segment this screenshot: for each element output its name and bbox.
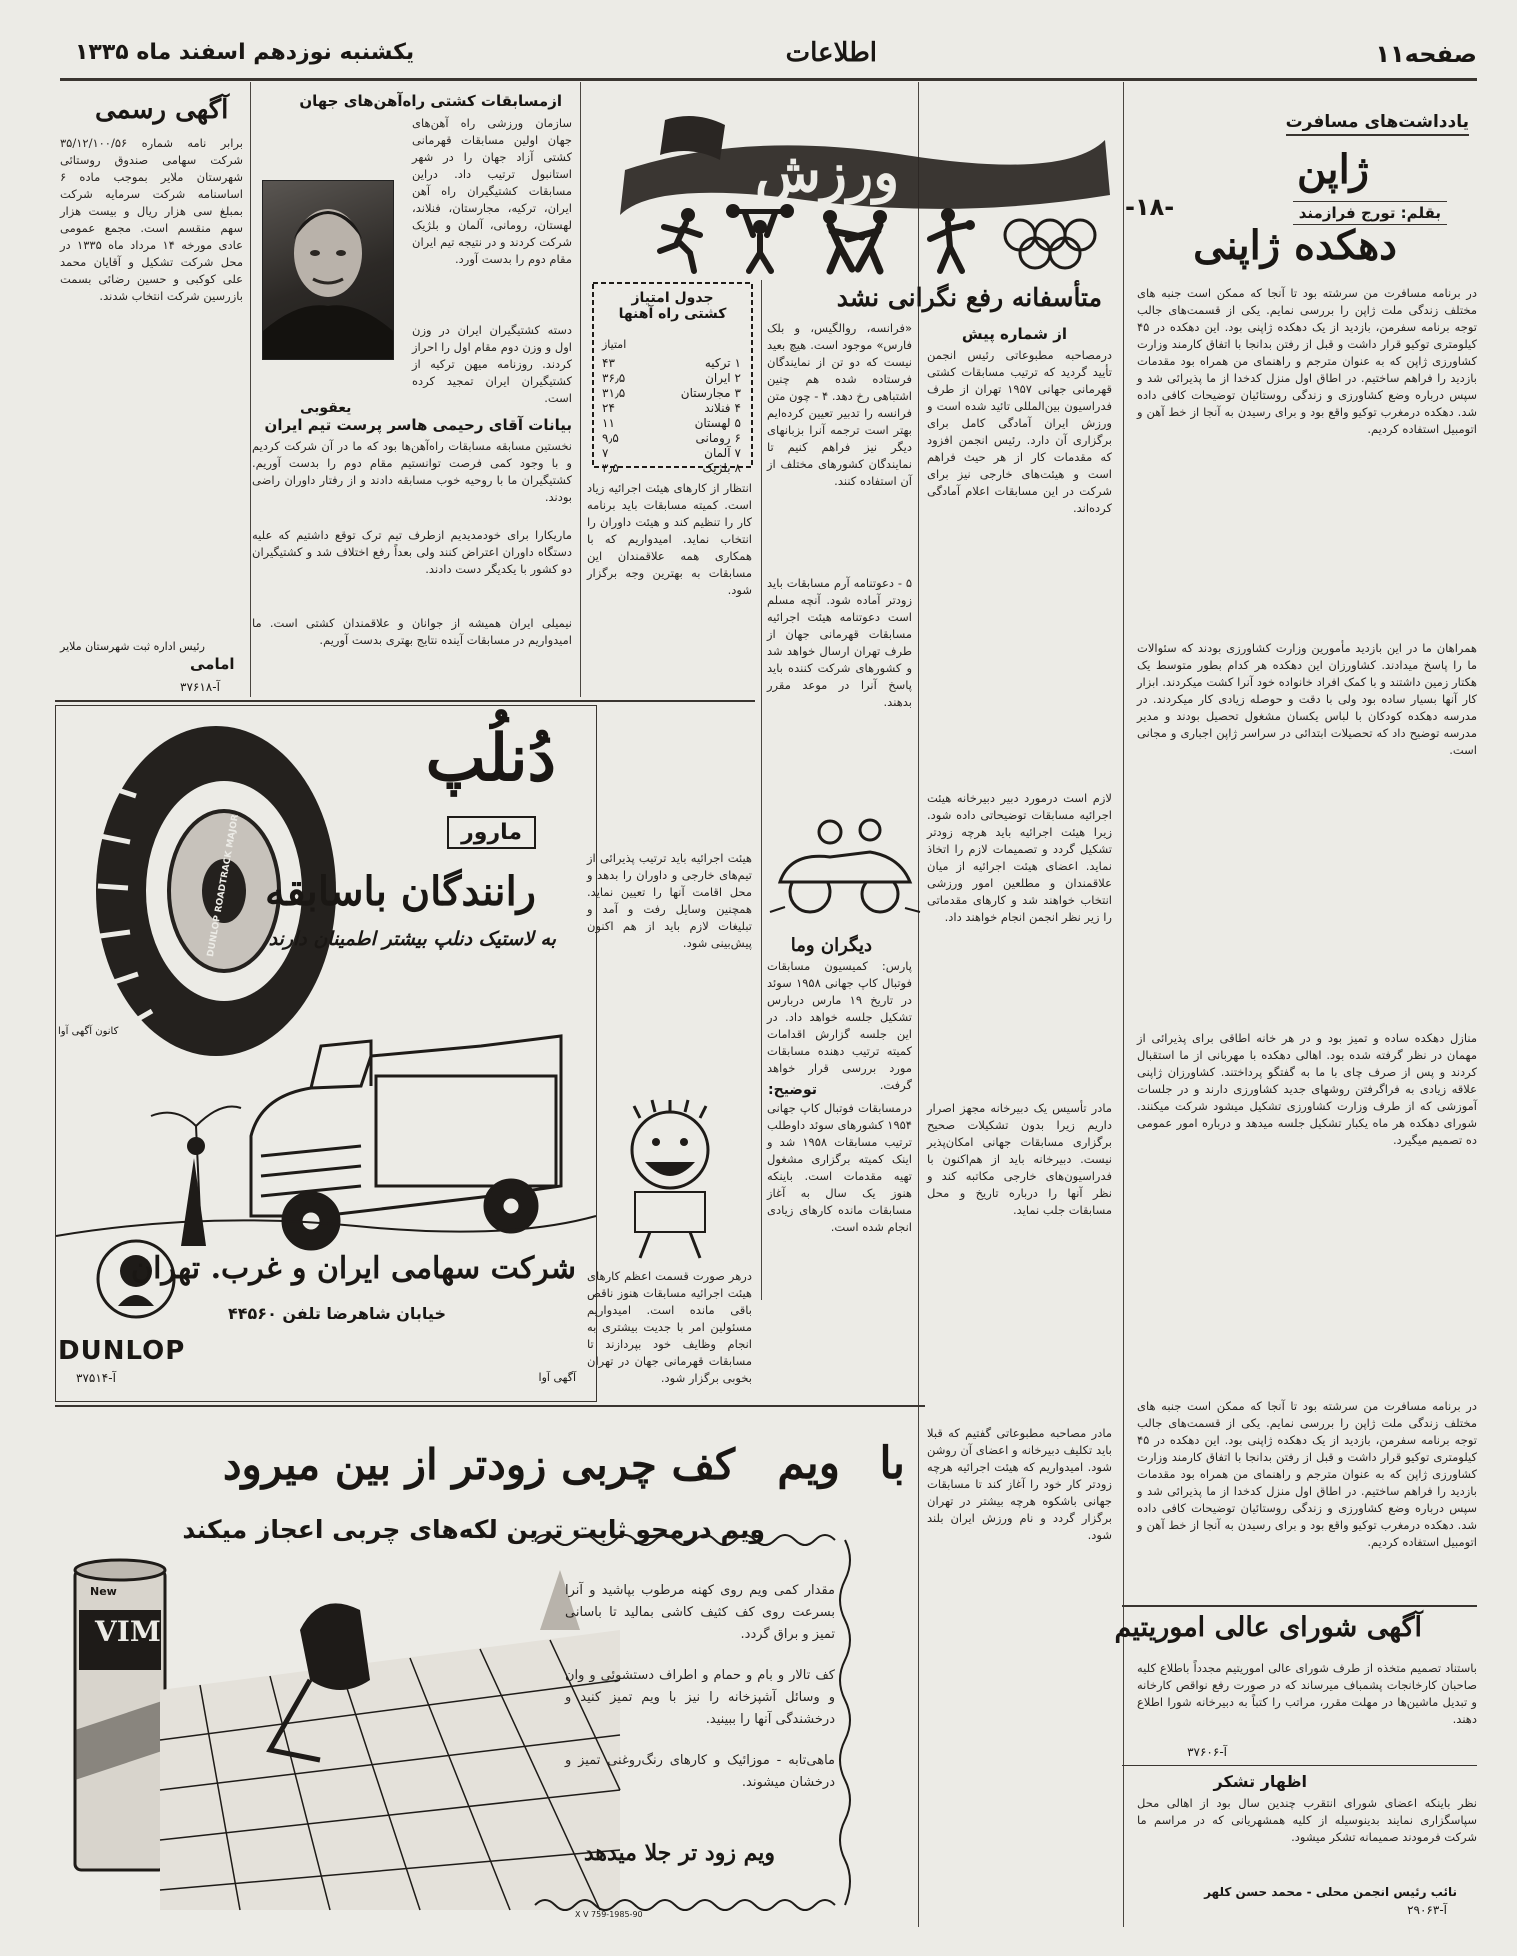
standings-team: مجارستان <box>680 386 731 400</box>
standings-rank: ۷ <box>734 446 741 460</box>
standings-row <box>602 371 741 386</box>
official-notice-body: برابر نامه شماره ۳۵/۱۲/۱۰۰/۵۶ شرکت سهامی صندوق روستائی شهرستان ملایر بموجب ماده ۶ اساسنامه شرکت سرمایه شرکت بمبلغ سی هزار ریال و بیست هزار سهم منقسم است. مجمع عمومی عادی مورخه ۱۴ مرداد ماه ۱۳۳۵ در محل شرکت تشکیل و آقایان محمد علی کوکبی و حسین رضائی بسمت بازرسین شرکت انتخاب شدند. <box>60 136 243 303</box>
dunlop-artist: کانون آگهی آوا <box>58 1026 119 1037</box>
sports-headline: متأسفانه رفع نگرانی نشد <box>836 283 1102 312</box>
standings-row <box>602 401 741 416</box>
dunlop-tire-text: DUNLOP ROADTRACK MAJOR <box>206 813 241 958</box>
official-notice-signature-line: رئیس اداره ثبت شهرستان ملایر <box>60 640 205 653</box>
table-title: جدول امتیاز کشتی راه آهنها <box>618 290 727 322</box>
section-kicker: یادداشت‌های مسافرت <box>1286 112 1469 136</box>
weightlifter-icon <box>725 205 795 275</box>
official-notice-signature-name: امامی <box>190 655 235 673</box>
masthead-rule <box>60 78 1477 81</box>
standings-list <box>602 338 741 476</box>
standings-rank: ۲ <box>734 371 741 385</box>
vim-tagline: ویم زود تر جلا میدهد <box>583 1840 775 1866</box>
declaration-title: اظهار تشکر <box>1213 1772 1307 1791</box>
athlete-portrait <box>263 181 393 359</box>
article-body: همراهان ما در این بازدید مأمورین وزارت کشاورزی بودند که سئوالات ما را پاسخ میدادند. کشاورزان این دهکده هر کدام بطور متوسط یک هکتار زمین داشتند و با کمک افراد خانواده خود آنرا کشت میکردند. ابزار کار آنها بسیار ساده بود ولی با دقت و حوصله زیادی کار میکردند. در مدرسه دهکده کودکان با لباس یکسان مشغول تحصیل بودند و مدیر مدرسه توضیح داد که تحصیلات ابتدائی در سراسر ژاپن اجباری و مجانی است. <box>1137 641 1477 757</box>
standings-points: ۷ <box>602 446 609 460</box>
vim-subline: ویم درمحو ثابت ترین لکه‌های چربی اعجاز میکند <box>182 1515 765 1544</box>
dunlop-agency: آگهی آوا <box>538 1371 576 1384</box>
section-rule <box>1122 1765 1477 1766</box>
standings-points: ۲۴ <box>602 401 615 415</box>
sports-subheading: از شماره پیش <box>961 325 1067 343</box>
section-rule <box>55 1405 925 1407</box>
others-title: دیگران وما <box>790 935 872 956</box>
notice-code: آ-۳۷۶۰۶ <box>1187 1745 1227 1759</box>
vim-headline-3: کف چربی زودتر از بین میرود <box>222 1440 735 1489</box>
note-body-2: درهر صورت قسمت اعظم کارهای هیئت اجرائیه مسابقات هنوز ناقص باقی مانده است. امیدواریم مسئولین امر با جدیت بیشتری به انجام وظایف خود بپردازند تا مسابقات قهرمانی جهان در تهران بخوبی برگزار شود. <box>587 1269 752 1385</box>
photo-caption: یعقوبی <box>300 400 352 416</box>
standings-row <box>602 461 741 476</box>
column-rule <box>1123 82 1124 1927</box>
section-rule <box>1122 1605 1477 1607</box>
article-body: منازل دهکده ساده و تمیز بود و در هر خانه اطاقی برای پذیرائی از مهمان در نظر گرفته شده بود. اهالی دهکده با مهربانی از ما استقبال کردند و پس از صرف چای با ما به گفتگو پرداختند. کشاورزان ژاپنی علاقه زیادی به فراگرفتن روشهای جدید کشاورزی دارند و در جلسات آموزشی که از طرف وزارت کشاورزی تشکیل میشود شرکت میکنند. شورای دهکده هر ماه یکبار تشکیل جلسه میدهد و درباره امور عمومی ده تصمیم میگیرد. <box>1137 1031 1477 1147</box>
standings-team: ایران <box>705 371 731 385</box>
standings-points: ۳۱٫۵ <box>602 386 626 400</box>
declaration-signature: نائب رئیس انجمن محلی - محمد حسن کلهر <box>1204 1885 1457 1899</box>
standings-team: لهستان <box>694 416 731 430</box>
notice-title: آگهی شورای عالی اموریتیم <box>1114 1612 1422 1643</box>
standings-team: فنلاند <box>704 401 731 415</box>
vim-body-1: مقدار کمی ویم روی کهنه مرطوب بپاشید و آنرا بسرعت روی کف کثیف کاشی بمالید تا باسانی تمیز و براق گردد. <box>565 1583 835 1642</box>
dunlop-sub-slogan: به لاستیک دنلپ بیشتر اطمینان دارند <box>268 928 556 950</box>
note-body: درمسابقات فوتبال کاپ جهانی ۱۹۵۴ کشورهای سوئد داوطلب ترتیب مسابقات ۱۹۵۸ شد و اینک کمیته برگزاری مشغول تهیه مقدمات است. باینکه هنوز یک سال به آغاز مسابقات مانده کارهای زیادی انجام شده است. <box>767 1101 912 1234</box>
standings-points: ۴۳ <box>602 356 615 370</box>
wrestling-title: ازمسابقات کشتی راه‌آهن‌های جهان <box>299 92 562 110</box>
standings-row <box>602 416 741 431</box>
sports-body: مادر مصاحبه مطبوعاتی گفتیم که قبلا باید تکلیف دبیرخانه و اعضای آن روشن شود. امیدواریم که هیئت اجرائیه هرچه زودتر کار خود را آغاز کند تا مسابقات جهانی باشکوه هرچه بیشتر در تهران برگزار گردد و نام ورزش ایران بلند شود. <box>927 1426 1112 1542</box>
vim-can-label: VIM <box>95 1615 161 1648</box>
column-rule <box>761 280 762 1300</box>
sports-body: انتظار از کارهای هیئت اجرائیه زیاد است. کمیته مسابقات باید برنامه کار را تنظیم کند و هیئت داوران را انتخاب نماید. امیدواریم که با همکاری همه علاقمندان این مسابقات به بهترین وجه برگزار شود. <box>587 481 752 597</box>
standings-table <box>590 280 755 475</box>
declaration-body: نظر باینکه اعضای شورای انتقرب چندین سال بود از اهالی محل سپاسگزاری نمایند بدینوسیله از کلیه همشهریانی که در مراسم ما شرکت فرمودند صمیمانه تشکر میشود. <box>1137 1796 1477 1844</box>
statement-body: نخستین مسابقه مسابقات راه‌آهن‌ها بود که ما در آن شرکت کردیم و با وجود کمی فرصت توانستیم مقام دوم را بدست آوریم. کشتیگیران ما با روحیه خوب مسابقه دادند و از رفتار داوران راضی بودند. <box>252 439 572 504</box>
standings-row <box>602 356 741 371</box>
vim-can-badge: New <box>90 1585 117 1598</box>
dunlop-brand-en: DUNLOP <box>58 1336 186 1366</box>
wrestling-body: سازمان ورزشی راه آهن‌های جهان اولین مسابقات قهرمانی کشتی آزاد جهان را در شهر استانبول ترتیب داد. دراین مسابقات کشتیگیران راه آهن ایران، ترکیه، مجارستان، فنلاند، لهستان، رومانی، آلمان و بلژیک شرکت کردند و در نتیجه تیم ایران مقام دوم را بدست آورد. <box>412 116 572 266</box>
article-body: در برنامه مسافرت من سرشته بود تا آنجا که ممکن است جنبه های مختلف زندگی ملت ژاپن را بررسی نمایم. یکی از قسمت‌های جالب توجه برنامه سفرمن، بازدید از یک دهکده ژاپنی بود. این دهکده در ۴۵ کیلومتری توکیو قرار داشت و قبل از رفتن بدانجا با اتفاق کارمند وزارت کشاورزی ژاپن که به عنوان مترجم و راهنمای من همراه بود مقدمات بازدید را فراهم ساختیم. در اطاق اول منزل کدخدا از ما پذیرائی شد و سپس درباره وضع کشاورزی و زندگی روستائیان توضیحات کافی داده شد. دهکده درمغرب توکیو واقع بود و برای رسیدن به آنجا از خط آهن و اتومبیل استفاده کردیم. <box>1137 286 1477 436</box>
vim-print-code: X V 759-1985-90 <box>575 1910 643 1919</box>
sports-body: هیئت اجرائیه باید ترتیب پذیرائی از تیم‌های خارجی و داوران را بدهد و محل اقامت آنها را تعیین نماید. همچنین وسایل رفت و آمد و تبلیغات لازم باید از هم اکنون پیش‌بینی شود. <box>587 851 752 950</box>
page-label: صفحه۱۱ <box>1375 40 1477 68</box>
runner-icon <box>650 205 710 275</box>
standings-team: رومانی <box>695 431 731 445</box>
sports-body: مادر تأسیس یک دبیرخانه مجهز اصرار داریم زیرا بدون تشکیلات صحیح برگزاری مسابقات جهانی امکان‌پذیر نیست. دبیرخانه باید از هم‌اکنون با فدراسیون‌های خارجی مکاتبه کند و نظر آنها را درباره تاریخ و محل مسابقات جلب نماید. <box>927 1101 1112 1217</box>
column-rule <box>580 82 581 697</box>
official-notice-title: آگهی رسمی <box>95 95 229 125</box>
date-line: یکشنبه نوزدهم اسفند ماه ۱۳۳۵ <box>75 40 415 65</box>
vim-headline-2: ویم <box>777 1438 840 1489</box>
sports-body: ۵ - دعوتنامه آرم مسابقات باید زودتر آماده شود. آنچه مسلم است دعوتنامه هیئت اجرائیه مسابقات قهرمانی جهان از طرف تهران ارسال خواهد شد و کشورهای شرکت کننده باید پاسخ آنرا در موعد مقرر بدهند. <box>767 576 912 709</box>
sports-body: «فرانسه، روالگیس، و بلک فارس» موجود است. هیچ بعید نیست که دو تن از نمایندگان فرستاده شده هم چنین اشتباهی رخ دهد. ۴ - چون متن فرانسه را تدبیر تعیین کرده‌ایم بهتر است ترجمه آنرا بزبانهای دیگر نیز فراهم کنیم تا نمایندگان کشورهای مختلف از آن استفاده کنند. <box>767 321 912 488</box>
standings-rank: ۳ <box>734 386 741 400</box>
sports-body: درمصاحبه مطبوعاتی رئیس انجمن تأیید گردید که ترتیب مسابقات کشتی قهرمانی جهانی ۱۹۵۷ تهران از طرف فدراسیون بین‌المللی تائید شده است و ورزش ایران آمادگی کامل برای برگزاری آن دارد. رئیس انجمن افزود که مقدمات کار از هر حیث فراهم است و هیئت‌های خارجی نیز برای شرکت در این مسابقات اعلام آمادگی کرده‌اند. <box>927 348 1112 515</box>
standings-rank: ۴ <box>734 401 741 415</box>
standings-points: ۳٫۵ <box>602 461 619 475</box>
standings-team: آلمان <box>704 446 731 460</box>
vim-headline-1: با <box>879 1438 905 1489</box>
statement-title: بیانات آقای رحیمی هاسر پرست تیم ایران <box>264 416 572 434</box>
olympic-rings-icon <box>1000 215 1100 275</box>
standings-rank: ۸ <box>734 461 741 475</box>
statement-body: نیمیلی ایران همیشه از جوانان و علاقمندان کشتی است. ما امیدواریم در مسابقات آینده نتایج بهتری بدست آوریم. <box>252 616 572 647</box>
sports-banner <box>605 100 1115 280</box>
newspaper-name: اطلاعات <box>785 38 877 68</box>
standings-rank: ۶ <box>734 431 741 445</box>
vim-body-2: کف تالار و بام و حمام و اطراف دستشوئی و وان و وسائل آشپزخانه را نیز با ویم تمیز کنید و درخشندگی آنها را ببینید. <box>565 1668 835 1727</box>
standings-team: بلژیک <box>702 461 731 475</box>
wrestling-body-2: دسته کشتیگیران ایران در وزن اول و وزن دوم مقام اول را احراز کردند. روزنامه میهن ترکیه از کشتیگیران ایران تمجید کرده است. <box>412 323 572 405</box>
article-body-continued: در برنامه مسافرت من سرشته بود تا آنجا که ممکن است جنبه های مختلف زندگی ملت ژاپن را بررسی نمایم. یکی از قسمت‌های جالب توجه برنامه سفرمن، بازدید از یک دهکده ژاپنی بود. این دهکده در ۴۵ کیلومتری توکیو قرار داشت و قبل از رفتن بدانجا با اتفاق کارمند وزارت کشاورزی ژاپن که به عنوان مترجم و راهنمای من همراه بود مقدمات بازدید را فراهم ساختیم. در اطاق اول منزل کدخدا از ما پذیرائی شد و سپس درباره وضع کشاورزی و زندگی روستائیان توضیحات کافی داده شد. دهکده درمغرب توکیو واقع بود و برای رسیدن به آنجا از خط آهن و اتومبیل استفاده کردیم. <box>1137 1399 1477 1549</box>
official-notice-code: آ-۳۷۶۱۸ <box>180 680 220 694</box>
sports-title: ورزش <box>755 140 900 204</box>
dunlop-code: آ-۳۷۵۱۴ <box>76 1371 116 1385</box>
statement-body: ماریکارا برای خودمدیدیم ازطرف تیم ترک توقع داشتیم که علیه دستگاه داوران اعتراض کنند ولی بعداً رفع اختلاف شد و کشتیگیران دو کشور با یکدیگر دست دادند. <box>252 528 572 576</box>
dunlop-model: مارور <box>447 816 536 849</box>
column-rule <box>250 82 251 697</box>
dunlop-ad <box>55 705 597 1402</box>
dunlop-ad-art <box>56 706 596 1401</box>
standings-points: ۱۱ <box>602 416 615 430</box>
boxer-icon <box>920 205 980 275</box>
athlete-photo <box>262 180 394 360</box>
vim-can <box>65 1550 175 1880</box>
standings-rank: ۵ <box>734 416 741 430</box>
article-number: -۱۸- <box>1125 193 1175 221</box>
byline: بقلم: تورج فرازمند <box>1293 201 1447 225</box>
wrestlers-icon <box>800 205 910 275</box>
sports-body: لازم است درمورد دبیر دبیرخانه هیئت اجرائیه مسابقات توضیحاتی داده شود. زیرا هیئت اجرائیه باید هرچه زودتر تشکیل گردد و تصمیمات لازم را اتخاذ نماید. اعضای هیئت اجرائیه از میان علاقمندان و مطلعین امور ورزشی انتخاب خواهند شد و کارهای مقدماتی را زیر نظر انجمن انجام خواهند داد. <box>927 791 1112 924</box>
country-title: ژاپن <box>1296 146 1369 193</box>
table-points-header: امتیاز <box>602 338 627 351</box>
standings-row <box>602 386 741 401</box>
dunlop-company: شرکت سهامی ایران و غرب. تهران <box>131 1251 576 1286</box>
article-title: دهکده ژاپنی <box>1193 222 1397 269</box>
others-body: پارس: کمیسیون مسابقات فوتبال کاپ جهانی ۱۹۵۸ سوئد در تاریخ ۱۹ مارس دربارس تشکیل جلسه خواهد داد. در این جلسه گزارش اقدامات کمیته ترتیب دهنده مسابقات مورد بررسی قرار خواهد گرفت. <box>767 959 912 1092</box>
standings-points: ۳۶٫۵ <box>602 371 626 385</box>
vim-ad <box>55 1410 925 1925</box>
standings-row <box>602 446 741 461</box>
dunlop-slogan: رانندگان باسابقه <box>265 868 536 915</box>
declaration-code: آ-۲۹۰۶۳ <box>1407 1903 1447 1917</box>
dunlop-address: خیابان شاهرضا تلفن ۴۴۵۶۰ <box>228 1304 446 1323</box>
dunlop-brand-fa: دُنلُپ <box>425 721 556 796</box>
note-label: توضیح: <box>768 1082 817 1098</box>
standings-points: ۹٫۵ <box>602 431 619 445</box>
standings-row <box>602 431 741 446</box>
vim-body-3: ماهی‌تابه - موزائیک و کارهای رنگ‌روغنی تمیز و درخشان میشوند. <box>565 1753 835 1790</box>
cartoon-car-illustration <box>770 812 920 922</box>
notice-body: باستناد تصمیم متخذه از طرف شورای عالی اموریتیم مجدداً باطلاع کلیه صاحبان کارخانجات پشمباف میرساند که در صورت رفع نواقص کارخانه و تبدیل ماشین‌ها در مهلت مقرر، مراتب را کتباً به دبیرخانه شورا اطلاع دهند. <box>1137 1661 1477 1726</box>
standings-rank: ۱ <box>734 356 741 370</box>
standings-team: ترکیه <box>704 356 731 370</box>
